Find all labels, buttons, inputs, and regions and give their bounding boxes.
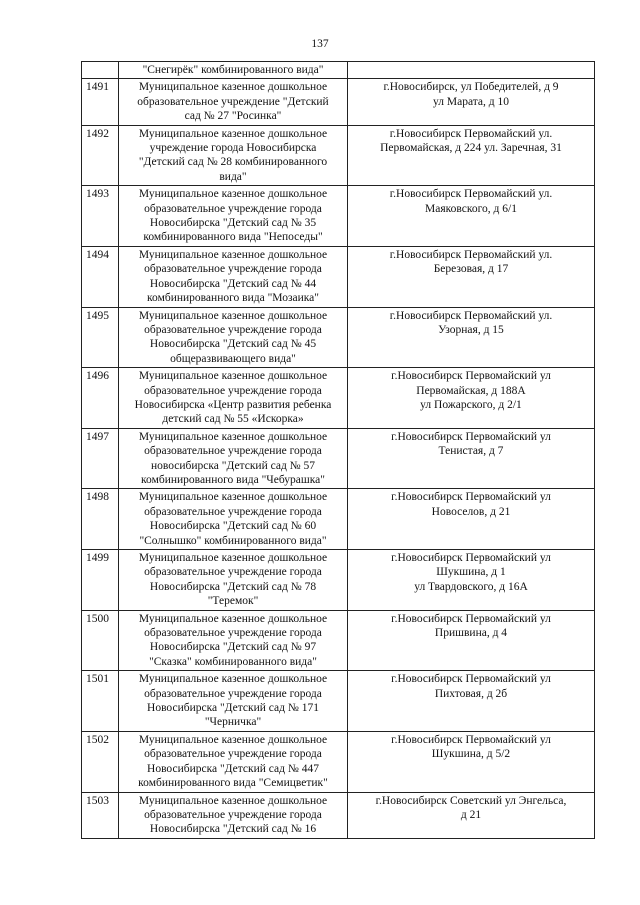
institution-name-line: образовательное учреждение города: [144, 505, 322, 518]
institution-name-line: Новосибирска "Детский сад № 171: [147, 702, 319, 715]
address-line: г.Новосибирск Первомайский ул: [391, 612, 551, 625]
row-number-cell: 1494: [82, 246, 119, 307]
address-line: г.Новосибирск Первомайский ул: [391, 733, 551, 746]
institution-name-line: Муниципальное казенное дошкольное: [138, 248, 328, 261]
address-line: ул Твардовского, д 16А: [414, 580, 528, 593]
institution-name-line: "Сказка" комбинированного вида": [149, 655, 317, 668]
address-cell: [348, 610, 595, 671]
address-line: г.Новосибирск Советский ул Энгельса,: [375, 794, 567, 807]
institution-name-cell: [119, 792, 348, 838]
address-cell: [348, 307, 595, 368]
page-number: 137: [311, 38, 329, 50]
institution-name-line: образовательное учреждение города: [144, 566, 322, 579]
institution-name-line: новосибирска "Детский сад № 57: [150, 459, 316, 472]
institution-name-cell: [119, 610, 348, 671]
institution-name-line: комбинированного вида "Семицветик": [138, 777, 328, 790]
address-cell: [348, 550, 595, 611]
institution-name-line: комбинированного вида "Чебурашка": [141, 473, 325, 486]
table-row: [82, 489, 595, 550]
address-line: Пришвина, д 4: [434, 627, 508, 640]
institution-name-line: образовательное учреждение "Детский: [137, 95, 329, 108]
institution-name-line: образовательное учреждение города: [144, 263, 322, 276]
institution-name-line: Новосибирска "Детский сад № 35: [149, 217, 317, 230]
address-line: Маяковского, д 6/1: [425, 202, 517, 215]
institution-name-line: "Детский сад № 28 комбинированного: [138, 156, 328, 169]
institution-name-cell: [119, 186, 348, 247]
institution-name-line: образовательное учреждение города: [144, 748, 322, 761]
table-row: [82, 186, 595, 247]
institution-name-line: Новосибирска "Детский сад № 97: [149, 641, 317, 654]
institution-name-line: образовательное учреждение города: [144, 808, 322, 821]
institution-name-line: комбинированного вида "Мозаика": [147, 292, 319, 305]
address-line: г.Новосибирск Первомайский ул.: [389, 248, 553, 261]
address-line: г.Новосибирск Первомайский ул.: [389, 127, 553, 140]
address-line: Березовая, д 17: [433, 263, 509, 276]
row-number-cell: 1497: [82, 428, 119, 489]
institution-name-line: Муниципальное казенное дошкольное: [138, 491, 328, 504]
row-number-cell: 1499: [82, 550, 119, 611]
institution-name-cell: [119, 307, 348, 368]
table-row: [82, 671, 595, 732]
institution-name-cell: [119, 62, 348, 79]
address-line: Узорная, д 15: [438, 323, 504, 336]
institution-name-line: "Солнышко" комбинированного вида": [139, 534, 327, 547]
institution-name-line: "Снегирёк" комбинированного вида": [142, 64, 324, 76]
institution-name-line: образовательное учреждение города: [144, 384, 322, 397]
address-line: ул Марата, д 10: [433, 95, 509, 108]
institution-name-line: Муниципальное казенное дошкольное: [138, 127, 328, 140]
institution-name-cell: [119, 428, 348, 489]
address-cell: [348, 246, 595, 307]
address-line: г.Новосибирск Первомайский ул: [391, 673, 551, 686]
row-number-cell: 1495: [82, 307, 119, 368]
address-line: г.Новосибирск Первомайский ул.: [389, 309, 553, 322]
institution-name-line: Новосибирска "Детский сад № 44: [149, 277, 317, 290]
institution-name-line: Муниципальное казенное дошкольное: [138, 612, 328, 625]
address-cell: [348, 671, 595, 732]
address-cell: [348, 489, 595, 550]
institution-name-line: вида": [219, 170, 247, 183]
address-line: г.Новосибирск Первомайский ул: [391, 370, 551, 383]
table-row: [82, 307, 595, 368]
institution-name-line: Муниципальное казенное дошкольное: [138, 794, 328, 807]
table-row: [82, 79, 595, 125]
institution-name-line: Муниципальное казенное дошкольное: [138, 673, 328, 686]
institution-name-line: Муниципальное казенное дошкольное: [138, 370, 328, 383]
institution-name-line: Новосибирска "Детский сад № 78: [149, 580, 317, 593]
institution-name-line: образовательное учреждение города: [144, 627, 322, 640]
address-line: Шукшина, д 5/2: [431, 748, 511, 761]
table-row: [82, 610, 595, 671]
institution-name-line: Новосибирска "Детский сад № 16: [149, 823, 317, 836]
institution-name-cell: [119, 671, 348, 732]
address-cell: [348, 62, 595, 79]
row-number-cell: [82, 62, 119, 79]
address-line: г.Новосибирск, ул Победителей, д 9: [383, 81, 559, 94]
institution-name-cell: [119, 246, 348, 307]
institution-name-line: "Теремок": [207, 595, 259, 608]
address-cell: [348, 368, 595, 429]
institution-name-line: образовательное учреждение города: [144, 323, 322, 336]
row-number-cell: 1502: [82, 731, 119, 792]
institution-name-line: учреждение города Новосибирска: [149, 142, 317, 155]
institution-name-cell: [119, 125, 348, 186]
row-number-cell: 1503: [82, 792, 119, 838]
address-cell: [348, 792, 595, 838]
row-number-cell: 1498: [82, 489, 119, 550]
address-line: Шукшина, д 1: [436, 566, 506, 579]
institution-name-line: Муниципальное казенное дошкольное: [138, 430, 328, 443]
row-number-cell: 1493: [82, 186, 119, 247]
row-number-cell: 1500: [82, 610, 119, 671]
address-cell: [348, 125, 595, 186]
institution-name-line: образовательное учреждение города: [144, 202, 322, 215]
row-number-cell: 1491: [82, 79, 119, 125]
institution-name-cell: [119, 550, 348, 611]
institution-name-line: Новосибирска "Детский сад № 45: [149, 338, 317, 351]
address-cell: [348, 186, 595, 247]
institution-name-line: Муниципальное казенное дошкольное: [138, 552, 328, 564]
address-line: д 21: [460, 808, 482, 821]
institution-name-cell: [119, 489, 348, 550]
institution-name-line: комбинированного вида "Непоседы": [143, 231, 323, 244]
address-cell: [348, 731, 595, 792]
institution-name-line: образовательное учреждение города: [144, 445, 322, 458]
table-row: [82, 792, 595, 838]
institution-name-line: Муниципальное казенное дошкольное: [138, 309, 328, 322]
institution-name-line: Новосибирска "Детский сад № 447: [147, 762, 319, 775]
institution-name-line: "Черничка": [204, 716, 262, 729]
institution-name-line: образовательное учреждение города: [144, 687, 322, 700]
address-cell: [348, 79, 595, 125]
table-row: [82, 246, 595, 307]
institution-name-cell: [119, 368, 348, 429]
row-number-cell: 1501: [82, 671, 119, 732]
institution-name-line: Новосибирска "Детский сад № 60: [149, 520, 317, 533]
institution-name-cell: [119, 79, 348, 125]
address-line: Новоселов, д 21: [431, 505, 511, 518]
institution-name-line: общеразвивающего вида": [170, 352, 296, 365]
row-number-cell: 1496: [82, 368, 119, 429]
table-row: [82, 62, 595, 79]
institution-name-cell: [119, 731, 348, 792]
institution-name-line: детский сад № 55 «Искорка»: [162, 413, 304, 426]
institution-name-line: сад № 27 "Росинка": [184, 110, 282, 123]
institution-name-line: Муниципальное казенное дошкольное: [138, 81, 328, 94]
address-line: г.Новосибирск Первомайский ул: [391, 491, 551, 504]
table-row: [82, 368, 595, 429]
table-row: [82, 731, 595, 792]
address-line: Первомайская, д 188А: [416, 384, 526, 397]
institution-name-line: Новосибирска «Центр развития ребенка: [134, 398, 332, 411]
address-line: г.Новосибирск Первомайский ул: [391, 430, 551, 443]
address-cell: [348, 428, 595, 489]
address-line: Пихтовая, д 2б: [434, 687, 508, 700]
address-line: ул Пожарского, д 2/1: [420, 398, 522, 411]
table-row: [82, 550, 595, 611]
address-line: г.Новосибирск Первомайский ул: [391, 552, 551, 564]
table-row: [82, 125, 595, 186]
address-line: Тенистая, д 7: [438, 445, 504, 458]
table-row: [82, 428, 595, 489]
institution-name-line: Муниципальное казенное дошкольное: [138, 188, 328, 201]
address-line: г.Новосибирск Первомайский ул.: [389, 188, 553, 201]
institution-name-line: Муниципальное казенное дошкольное: [138, 733, 328, 746]
kindergarten-registry-table: [81, 61, 595, 839]
address-line: Первомайская, д 224 ул. Заречная, 31: [380, 142, 562, 155]
row-number-cell: 1492: [82, 125, 119, 186]
